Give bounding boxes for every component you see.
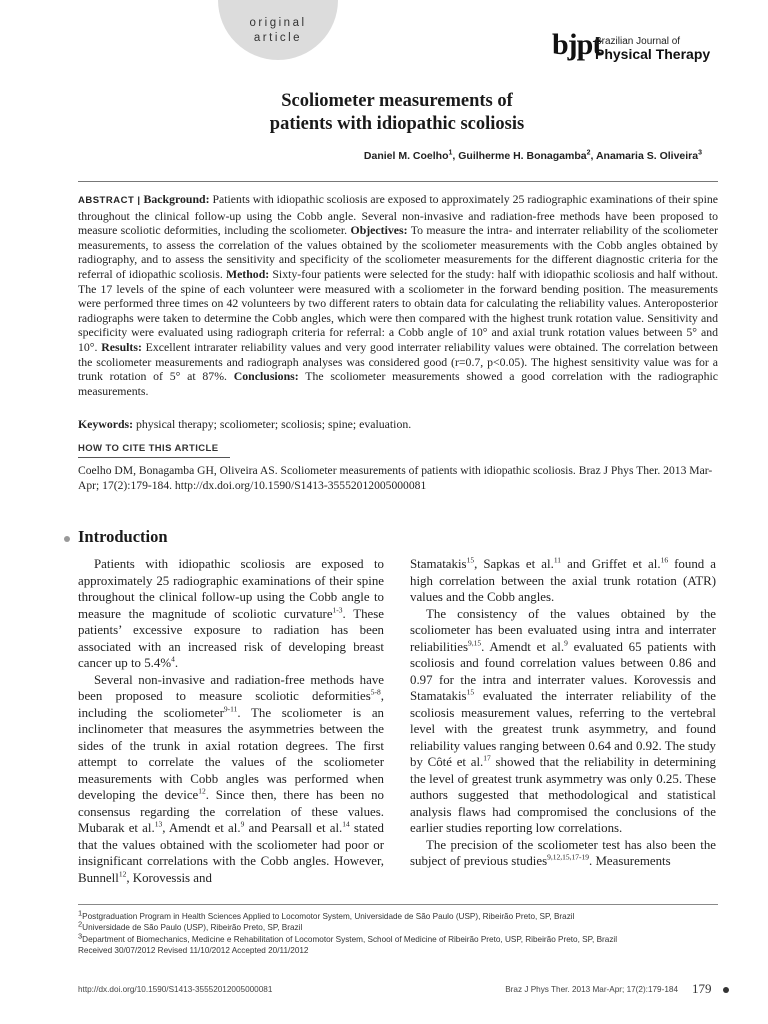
conclusions-text: The scoliometer measurements showed a good correlation with the radiographic measurements. — [78, 369, 718, 398]
page-dot-icon — [723, 987, 729, 993]
paragraph: The precision of the scoliometer test has also been the subject of previous studies$^{9,12,15,17-19}$. Measurements — [410, 837, 716, 868]
page-number: 179 — [692, 981, 712, 996]
tab-line-article: article — [253, 32, 303, 44]
footnote-1: $^1$Postgraduation Program in Health Sciences Applied to Locomotor System, Universidade de São Paulo (USP), Ribeirão Preto, SP, Brazil — [78, 908, 575, 921]
conclusions-label: Conclusions: — [233, 369, 299, 384]
footnote-3: $^3$Department of Biomechanics, Medicine e Rehabilitation of Locomotor System, School of Medicine of Ribeirão Preto, USP, Ribeirão Preto, SP, Brazil — [78, 930, 618, 944]
objectives-label: Objectives: — [350, 223, 408, 238]
section-bullet-icon — [64, 536, 70, 542]
footnote-divider — [78, 904, 718, 905]
cite-heading: HOW TO CITE THIS ARTICLE — [78, 443, 230, 458]
keywords — [78, 417, 718, 432]
title-line-1: Scoliometer measurements of — [281, 91, 513, 111]
background-text: Patients with idiopathic scoliosis are exposed to approximately 25 radiographic examinations of their spine throughout the clinical follow-up using the Cobb angle. Several non-invasive and radiation-free methods have been proposed to measure scoliotic deformities, including the scoliometer. — [78, 192, 718, 238]
paragraph: Patients with idiopathic scoliosis are exposed to approximately 25 radiographic examinations of their spine throughout the clinical follow-up using the Cobb angle to measure the magnitude of scoliotic curvature$^{1-3}$. These patients’ excessive exposure to radiation has been associated with an increased risk of developing breast cancer up to 5.4%$^4$. — [78, 557, 384, 670]
logo-journal-big: Physical Therapy — [595, 46, 711, 62]
objectives-text: To measure the intra- and interrater reliability of the scoliometer measurements, to assess the correlation of the values obtained by the scoliometer measurements with the Cobb angles obtained by radiography, and to assess the sensitivity and specificity of the scoliometer measurements for the different diagnostic criteria for the referral of idiopathic scoliosis. — [78, 223, 718, 281]
abstract-divider — [78, 181, 718, 182]
footnotes — [78, 908, 718, 956]
abstract — [78, 192, 718, 398]
paragraph: Several non-invasive and radiation-free methods have been proposed to measure scoliotic deformities$^{5-8}$, including the scoliometer$^{9-11}$. The scoliometer is an inclinometer that measures the asymmetries between the sides of the trunk in axial rotation degrees. The first attempt to correlate the values of the scoliometer measurements with Cobb angles was performed when developing the device$^{12}$. Since then, there has been no consensus regarding the correlation of these values. Mubarak et al.$^{13}$, Amendt et al.$^9$ and Pearsall et al.$^{14}$ stated that the values obtained with the scoliometer had poor or insignificant correlations with the Cobb angles. However, Bunnell$^{12}$, Korovessis and — [78, 672, 384, 885]
footer-journal-ref: Braz J Phys Ther. 2013 Mar-Apr; 17(2):179-184 — [505, 985, 678, 994]
author-name: Anamaria S. Oliveira — [595, 150, 699, 162]
author-list: Daniel M. Coelho$^1$, Guilherme H. Bonagamba$^2$, Anamaria S. Oliveira$^3$ — [363, 149, 702, 162]
results-label: Results: — [101, 339, 142, 354]
logo-mark: bjpt — [552, 28, 602, 61]
paragraph: Stamatakis$^{15}$, Sapkas et al.$^{11}$ and Griffet et al.$^{16}$ found a high correlation between the axial trunk rotation (ATR) values and the Cobb angles. — [410, 555, 716, 604]
tab-line-original: original — [249, 17, 307, 29]
footnote-2: $^2$Universidade de São Paulo (USP), Ribeirão Preto, SP, Brazil — [78, 919, 303, 933]
article-type-tab — [218, 0, 338, 60]
paragraph: The consistency of the values obtained by the scoliometer has been evaluated using intra and interrater reliabilities$^{9,15}$. Amendt et al.$^9$ evaluated 65 patients with scoliosis and found correlation values between 0.86 and 0.97 for the intra and interrater values. Korovessis and Stamatakis$^{15}$ evaluated the interrater reliability of the scoliosis measurement values, referring to the vertebral level with the greatest trunk asymmetry, and found reliability values ranging between 0.64 and 0.92. The study by Côté et al.$^{17}$ showed that the reliability in determining the level of greatest trunk asymmetry was only 0.25. These authors suggested that methodological and statistical analysis flaws had compromised the conclusions of the earlier studies reporting low correlations. — [410, 606, 716, 835]
article-title — [200, 90, 594, 136]
method-label: Method: — [225, 266, 270, 281]
footer-doi-link[interactable]: http://dx.doi.org/10.1590/S1413-35552012005000081 — [78, 985, 273, 994]
received-dates: Received 30/07/2012 Revised 11/10/2012 Accepted 20/11/2012 — [78, 945, 309, 955]
body-column-left — [78, 556, 384, 886]
author-affiliation: 3 — [698, 149, 702, 157]
author-affiliation: 1 — [448, 149, 453, 157]
method-text: Sixty-four patients were selected for the study: half with idiopathic scoliosis and half without. The 17 levels of the spine of each volunteer were measured with a scoliometer in the forward bending position. The measurements were performed three times on 42 volunteers by two different raters to obtain data for calculating the reliability values. Anteroposterior radiographs were taken to determine the Cobb angles, which were then compared with the highest trunk rotation value. Sensitivity and specificity were evaluated using radiograph criteria for referral: a Cobb angle of 10° and axial trunk rotation values between 5° and 10°. — [78, 266, 719, 354]
cite-text: Coelho DM, Bonagamba GH, Oliveira AS. Scoliometer measurements of patients with idiopathic scoliosis. Braz J Phys Ther. 2013 Mar-Apr; 17(2):179-184. http://dx.doi.org/10.1590/S1413-35552012005000081 — [78, 464, 713, 492]
author-name: Daniel M. Coelho — [363, 150, 449, 162]
body-column-right — [410, 556, 716, 870]
author-name: Guilherme H. Bonagamba — [458, 150, 587, 162]
keywords-label: Keywords: — [78, 417, 134, 431]
background-label: Background: — [143, 192, 210, 206]
logo-journal-small: Brazilian Journal of — [595, 36, 681, 47]
author-affiliation: 2 — [586, 149, 591, 157]
title-line-2: patients with idiopathic scoliosis — [269, 114, 525, 134]
section-heading-introduction: Introduction — [78, 527, 168, 546]
abstract-label: ABSTRACT | — [78, 195, 141, 206]
keywords-text: physical therapy; scoliometer; scoliosis; spine; evaluation. — [136, 417, 412, 431]
results-text: Excellent intrarater reliability values and very good interrater reliability values were obtained. The correlation between the scoliometer measurements and radiograph analyses was considered good (r=0.7, p<0.05). The highest sensitivity value was for a trunk rotation of 5° at 87%. — [78, 339, 719, 384]
